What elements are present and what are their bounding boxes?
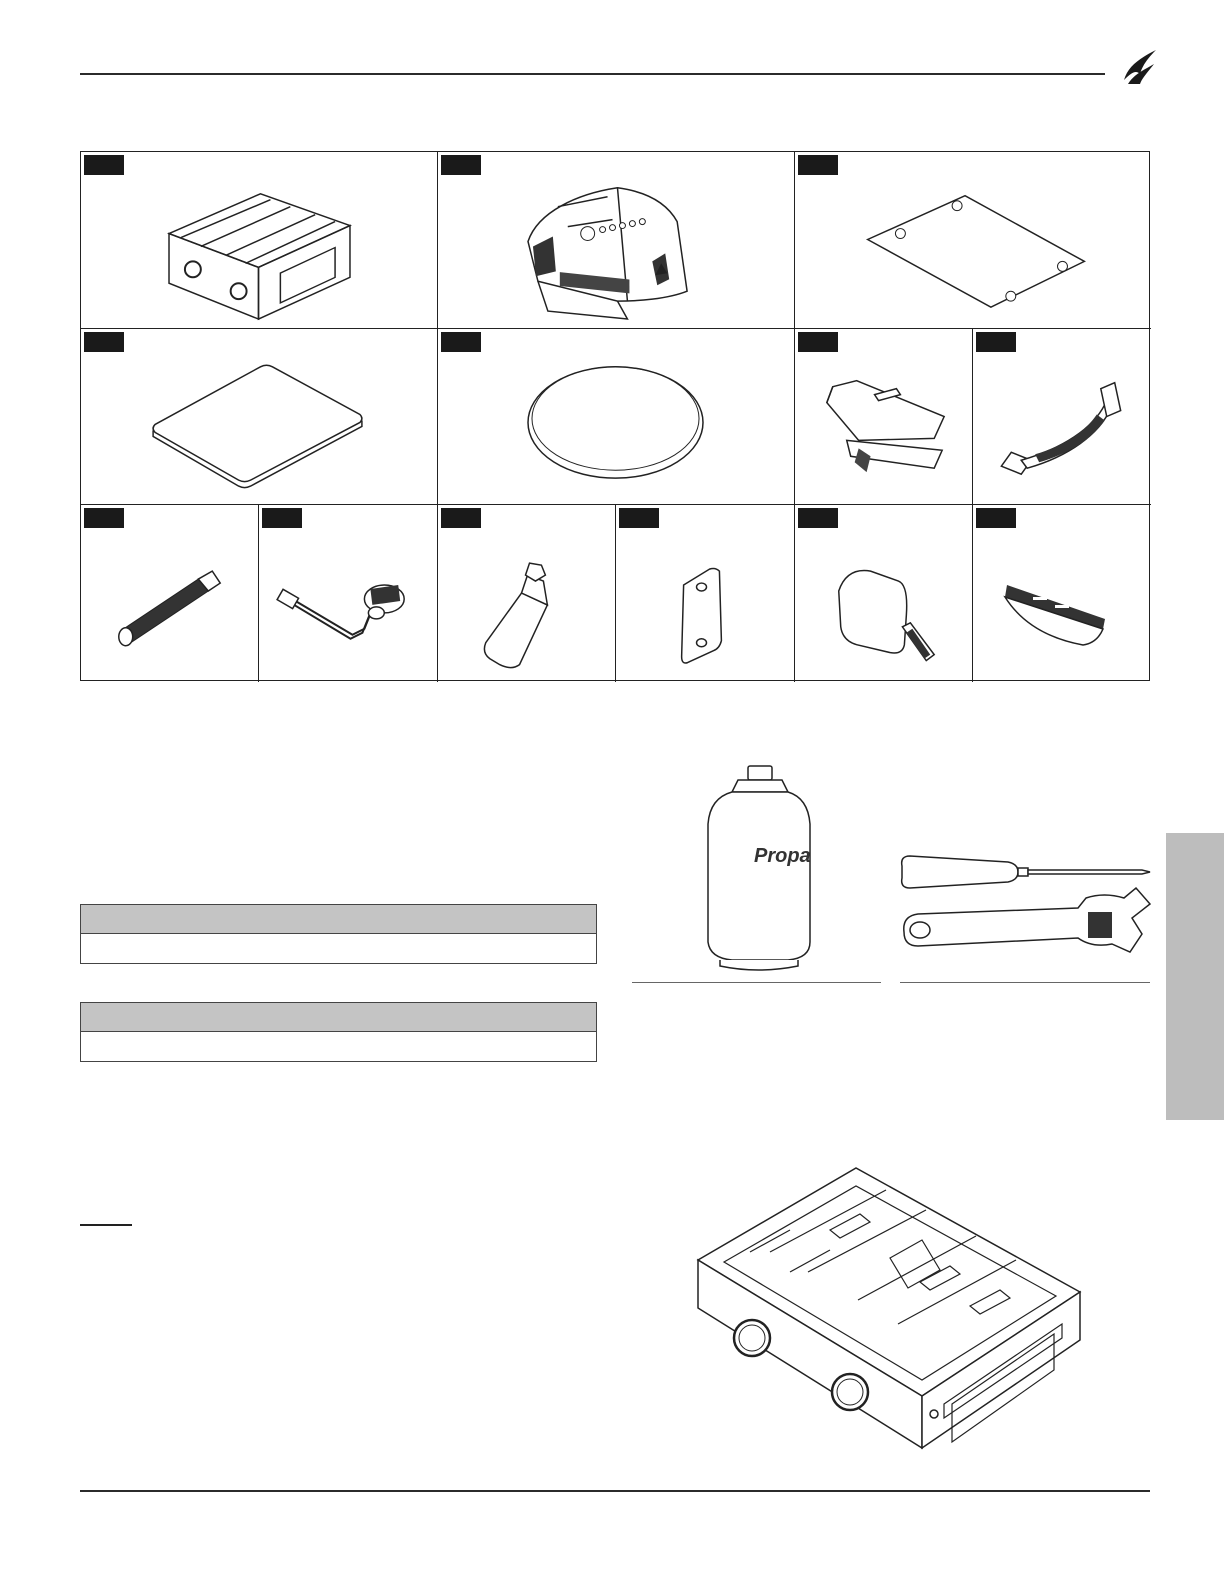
pizza-cutter-icon	[973, 505, 1151, 682]
burner-assembly-icon	[690, 1160, 1090, 1450]
regulator-hose-icon	[259, 505, 437, 682]
drip-tray-icon	[795, 329, 972, 504]
screwdriver-and-wrench-icon	[898, 852, 1152, 968]
parts-grid	[80, 151, 1150, 681]
part-cell-pizza-cutter	[973, 505, 1151, 682]
part-cell-handle	[973, 329, 1151, 505]
handle-icon	[973, 329, 1151, 504]
round-pizza-stone-icon	[438, 329, 794, 504]
spec-table-header	[81, 905, 596, 934]
propane-cylinder-icon	[692, 762, 826, 972]
note-heading-underline	[80, 1224, 132, 1226]
header-rule	[80, 73, 1105, 75]
spec-table-header	[81, 1003, 596, 1032]
oven-hood-icon	[438, 152, 794, 328]
part-cell-bracket	[616, 505, 795, 682]
part-cell-drip-tray	[795, 329, 973, 505]
tool-caption-rule	[632, 982, 881, 983]
heat-shield-plate-icon	[795, 152, 1151, 328]
part-cell-pizza-peel	[795, 505, 973, 682]
spec-table-2	[80, 1002, 597, 1062]
mounting-bracket-icon	[616, 505, 794, 682]
part-cell-rect-stone	[81, 329, 438, 505]
part-cell-heat-shield	[795, 152, 1151, 329]
section-side-tab	[1166, 833, 1224, 1120]
handle-grip-icon	[81, 505, 258, 682]
part-cell-handle-grip	[81, 505, 259, 682]
propane-label: Propa	[754, 845, 811, 867]
footer-rule	[80, 1490, 1150, 1492]
part-cell-spray-bottle	[438, 505, 616, 682]
part-cell-oven-hood	[438, 152, 795, 329]
flame-logo-icon	[1118, 44, 1160, 86]
pizza-peel-icon	[795, 505, 972, 682]
part-cell-burner-base	[81, 152, 438, 329]
rectangular-stone-icon	[81, 329, 437, 504]
part-cell-round-stone	[438, 329, 795, 505]
tool-caption-rule	[900, 982, 1150, 983]
part-cell-regulator-hose	[259, 505, 438, 682]
spray-bottle-icon	[438, 505, 615, 682]
spec-table-1	[80, 904, 597, 964]
spec-table-value	[81, 1032, 596, 1061]
burner-base-icon	[81, 152, 437, 328]
spec-table-value	[81, 934, 596, 963]
